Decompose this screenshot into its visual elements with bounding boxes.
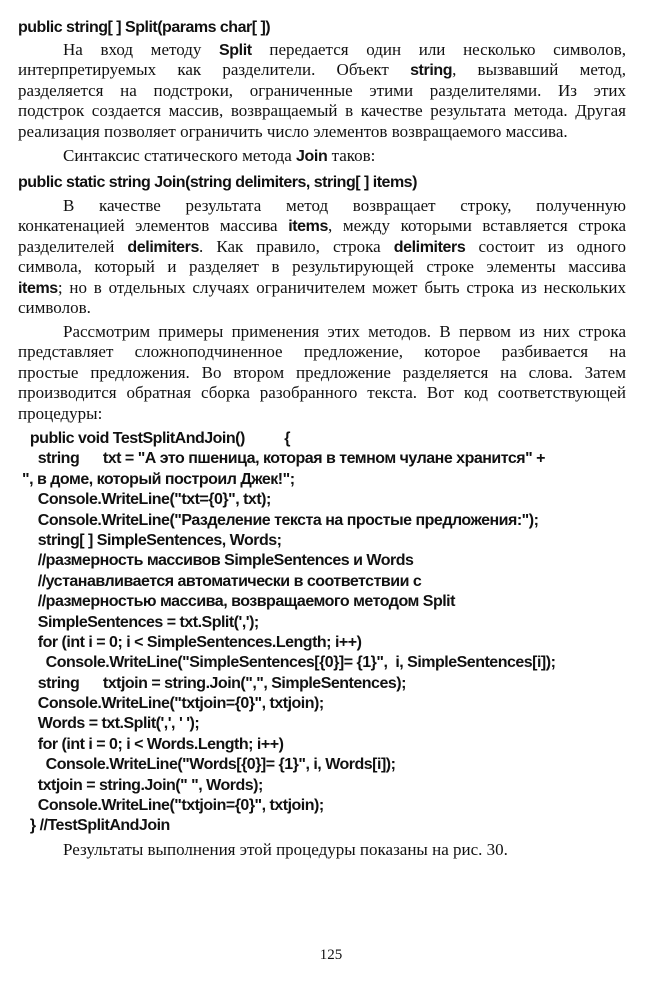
text-line: подстрок создается массив, возвращаемый в качестве результата метода. Другая xyxy=(18,101,626,121)
text-line: реализация позволяет ограничить число элементов возвращаемого массива. xyxy=(18,121,568,141)
code-line: ", в доме, который построил Джек!"; xyxy=(22,470,295,488)
text-line: простые предложения. Во втором предложение разделяется на слова. Затем xyxy=(18,362,626,382)
identifier-split: Split xyxy=(219,42,252,59)
text-line: Синтаксис статического метода Join таков: xyxy=(63,146,376,165)
code-line: } //TestSplitAndJoin xyxy=(22,817,170,835)
paragraph-join-description xyxy=(18,196,626,318)
code-line: string txt = "А это пшеница, которая в темном чулане хранится" + xyxy=(22,450,545,468)
text-line: представляет сложноподчиненное предложение, которое разбивается на xyxy=(18,342,626,362)
identifier-join: Join xyxy=(296,148,328,165)
text-line: разделителей delimiters. Как правило, строка delimiters состоит из одного xyxy=(18,236,626,256)
code-line: public void TestSplitAndJoin() { xyxy=(22,430,290,447)
identifier-delimiters: delimiters xyxy=(127,238,200,256)
identifier-items: items xyxy=(18,279,58,297)
text-line: Результаты выполнения этой процедуры показаны на рис. 30. xyxy=(63,840,508,859)
text-line: интерпретируемых как разделители. Объект string, вызвавший метод, xyxy=(18,60,626,80)
paragraph-examples-intro xyxy=(18,322,626,424)
text-line: В качестве результата метод возвращает строку, полученную xyxy=(63,196,626,215)
code-line: string txtjoin = string.Join(",", SimpleSentences); xyxy=(22,674,406,692)
code-line: Console.WriteLine("txt={0}", txt); xyxy=(22,491,271,509)
text-line: разделяется на подстроки, ограниченные этими разделителями. Из этих xyxy=(18,80,626,100)
code-listing xyxy=(22,429,555,837)
split-signature: public string[ ] Split(params char[ ]) xyxy=(18,19,271,36)
identifier-string: string xyxy=(410,62,453,80)
code-line: Console.WriteLine("Words[{0}]= {1}", i, Words[i]); xyxy=(22,756,396,774)
text-line: конкатенацией элементов массива items, между которыми вставляется строка xyxy=(18,216,627,236)
code-line: //размерностью массива, возвращаемого методом Split xyxy=(22,593,455,611)
text-line: символов. xyxy=(18,297,91,317)
join-signature: public static string Join(string delimiters, string[ ] items) xyxy=(18,174,417,191)
code-line: Console.WriteLine("txtjoin={0}", txtjoin); xyxy=(22,797,324,815)
identifier-items: items xyxy=(288,218,329,236)
text-line: items; но в отдельных случаях ограничителем может быть строка из нескольких xyxy=(18,277,626,297)
code-line: string[ ] SimpleSentences, Words; xyxy=(22,531,282,549)
paragraph-join-syntax xyxy=(18,146,626,166)
identifier-delimiters: delimiters xyxy=(393,238,466,256)
code-line: for (int i = 0; i < SimpleSentences.Length; i++) xyxy=(22,633,362,651)
paragraph-results xyxy=(18,840,626,860)
paragraph-split-description xyxy=(18,40,626,142)
text-line: символа, который и разделяет в результирующей строке элементы массива xyxy=(18,257,626,277)
page-number: 125 xyxy=(319,947,343,963)
text-line: На вход методу Split передается один или несколько символов, xyxy=(63,40,626,59)
code-line: SimpleSentences = txt.Split(','); xyxy=(22,613,259,631)
text-line: процедуры: xyxy=(18,403,103,423)
code-line: Words = txt.Split(',', ' '); xyxy=(22,715,200,733)
code-line: for (int i = 0; i < Words.Length; i++) xyxy=(22,735,284,753)
code-line: Console.WriteLine("SimpleSentences[{0}]= {1}", i, SimpleSentences[i]); xyxy=(22,654,556,672)
code-line: Console.WriteLine("txtjoin={0}", txtjoin); xyxy=(22,695,324,713)
code-line: txtjoin = string.Join(" ", Words); xyxy=(22,776,263,794)
text-line: производится обратная сборка разобранного текста. Вот код соответствующей xyxy=(18,383,626,403)
code-line: Console.WriteLine("Разделение текста на простые предложения:"); xyxy=(22,511,539,529)
text-line: Рассмотрим примеры применения этих методов. В первом из них строка xyxy=(63,322,626,341)
code-line: //устанавливается автоматически в соответствии с xyxy=(22,572,422,590)
code-line: //размерность массивов SimpleSentences и Words xyxy=(22,552,414,570)
